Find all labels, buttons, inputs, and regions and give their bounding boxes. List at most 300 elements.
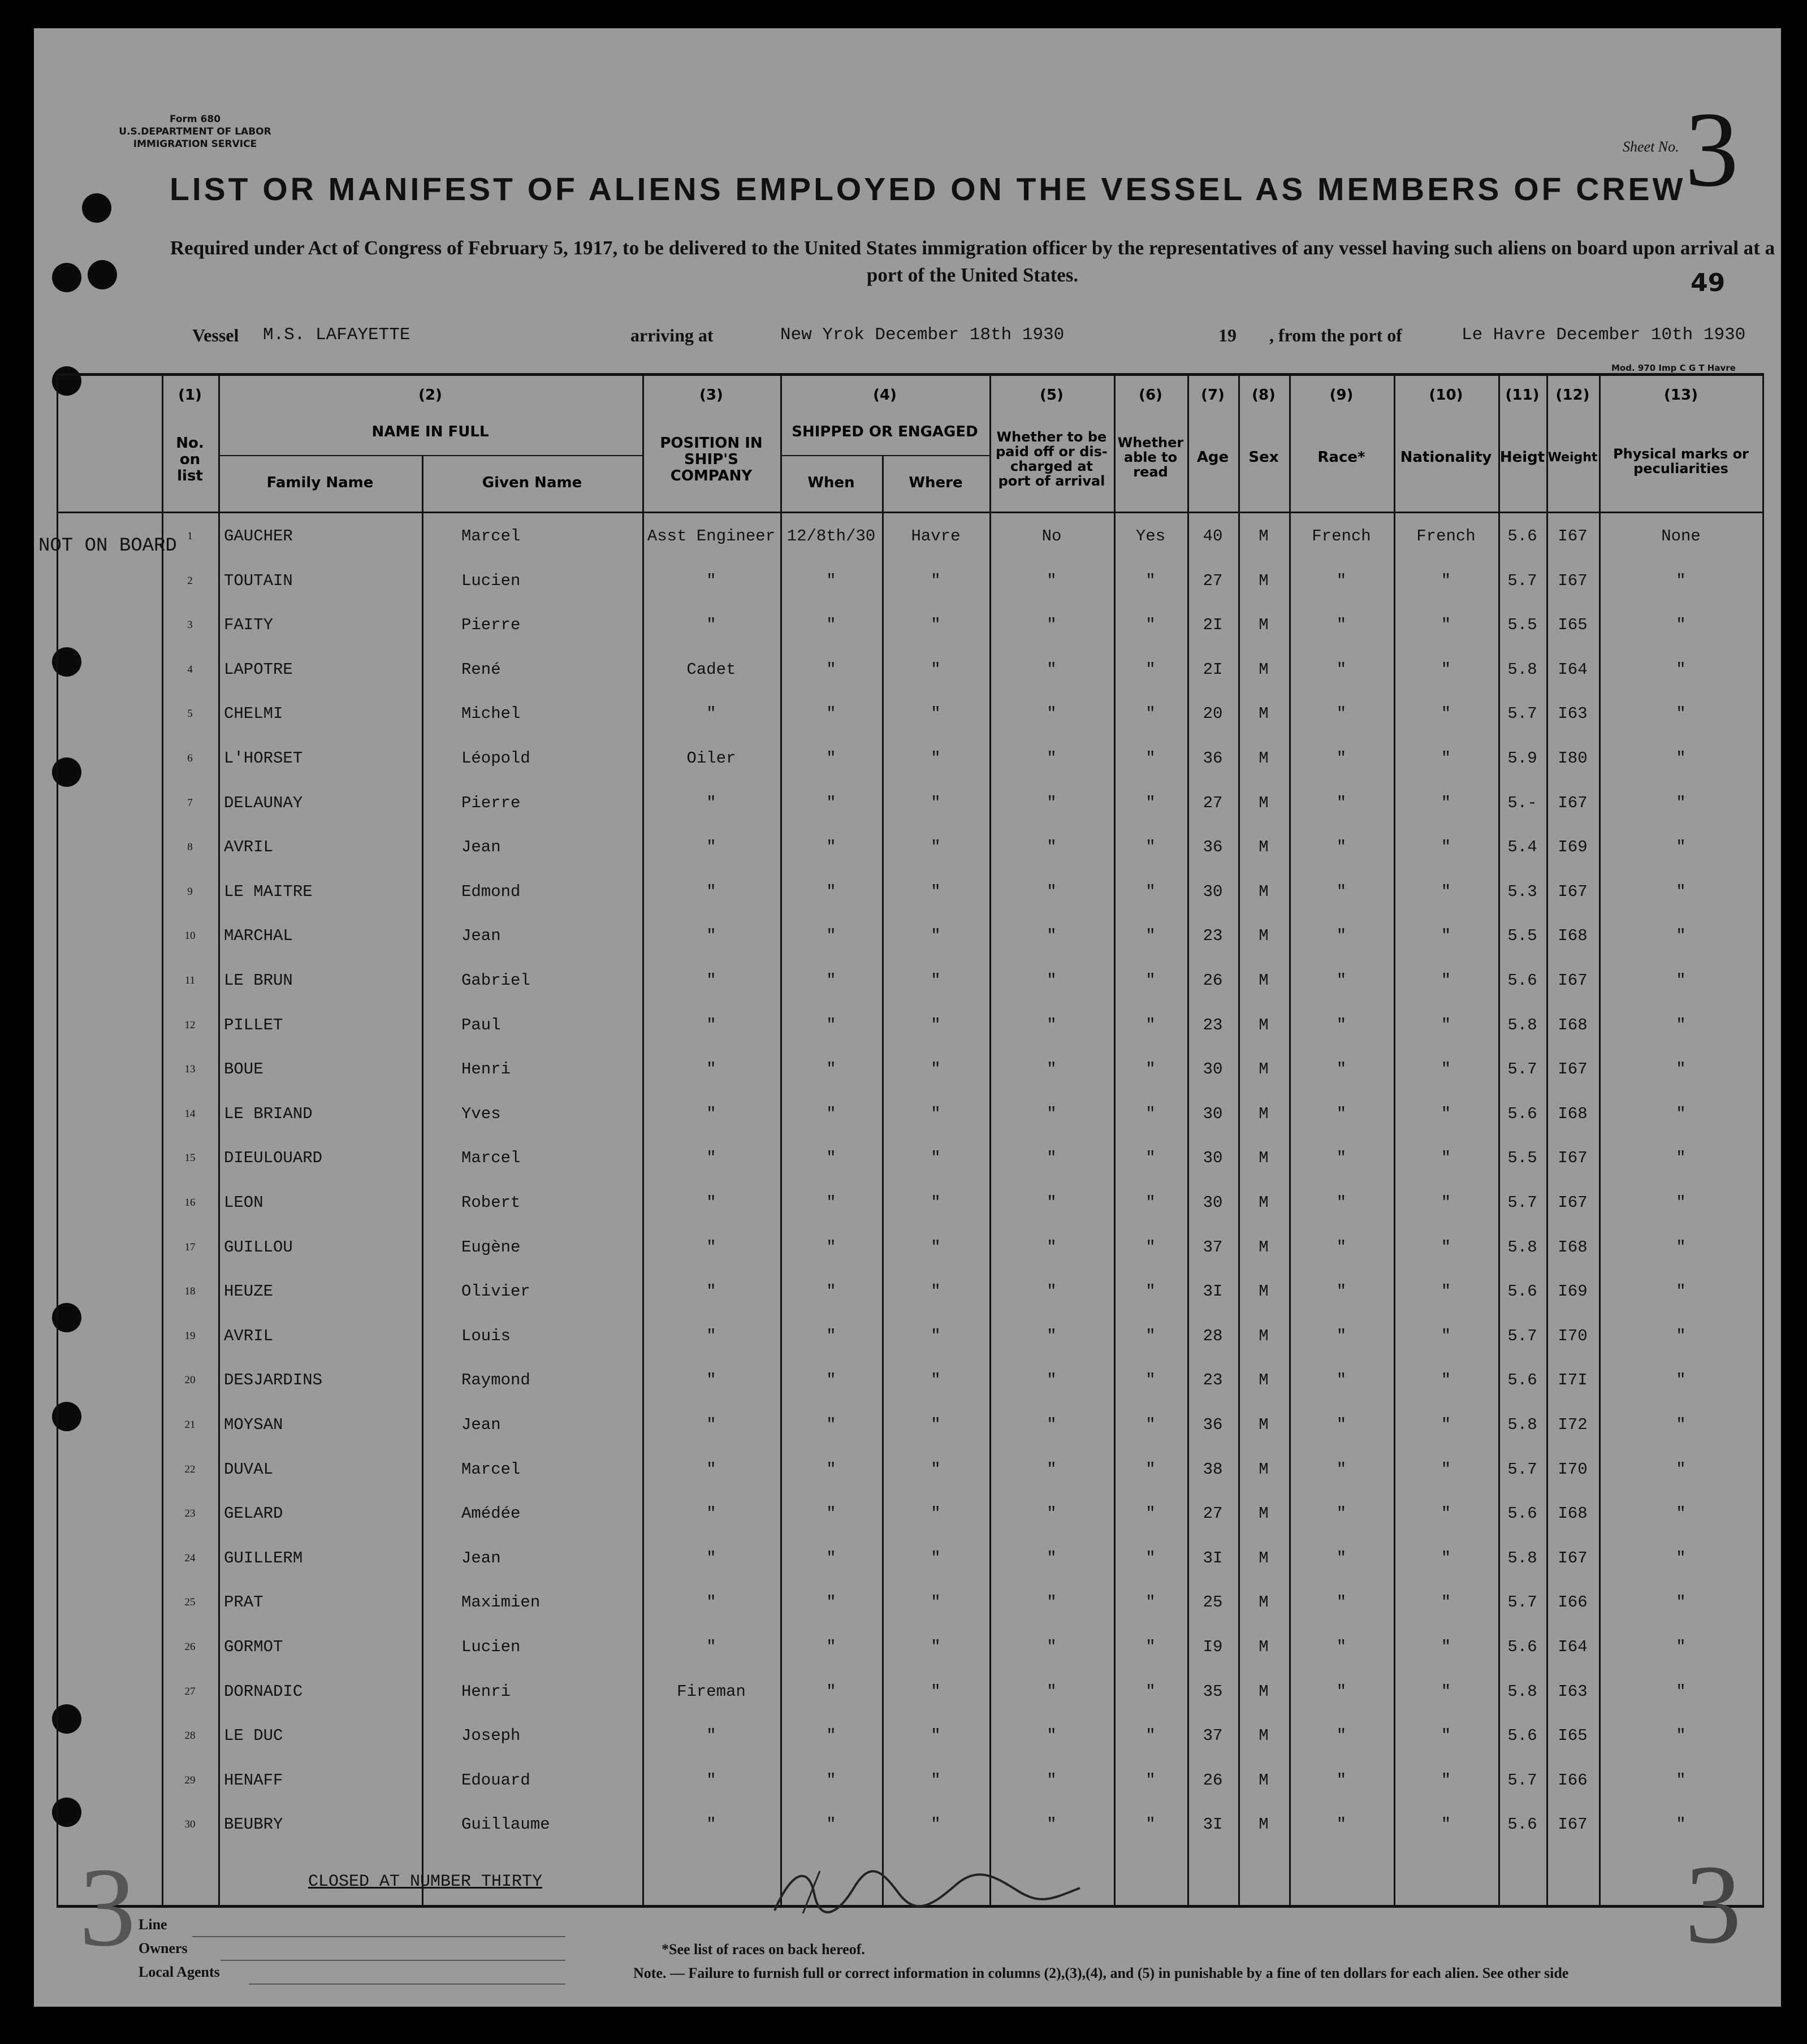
cell-given: Marcel: [461, 1460, 521, 1479]
cell-position: ": [706, 616, 716, 635]
cell-where: ": [931, 1726, 941, 1746]
cell-weight: I68: [1558, 1237, 1588, 1257]
cell-position: ": [706, 1504, 716, 1523]
cell-race: ": [1336, 1638, 1347, 1656]
cell-given: Jean: [461, 1415, 501, 1434]
cell-given: René: [461, 660, 501, 679]
cell-weight: I69: [1558, 1282, 1588, 1301]
cell-sex: M: [1259, 527, 1269, 545]
cell-when: ": [826, 749, 836, 768]
cell-no: 21: [184, 1419, 196, 1431]
cell-marks: ": [1676, 1593, 1686, 1612]
cell-height: 5.6: [1507, 1104, 1537, 1123]
cell-sex: M: [1259, 1460, 1269, 1479]
cell-where: ": [931, 1326, 941, 1345]
cell-read: ": [1145, 1638, 1156, 1656]
cell-race: ": [1336, 1371, 1347, 1390]
cell-when: ": [826, 1504, 836, 1523]
cell-no: 22: [184, 1463, 196, 1475]
cell-family: DORNADIC: [224, 1682, 303, 1701]
cell-nat: ": [1441, 1193, 1451, 1212]
col2-header: NAME IN FULL: [371, 423, 489, 440]
cell-age: 30: [1203, 1060, 1223, 1079]
cell-weight: I72: [1558, 1415, 1588, 1434]
sheet-label: Sheet No.: [1623, 138, 1679, 155]
col6-header: Whether able to read: [1117, 435, 1184, 480]
cell-marks: ": [1676, 1193, 1686, 1212]
cell-weight: I68: [1558, 1504, 1588, 1523]
col9-header: Race*: [1317, 449, 1365, 466]
cell-weight: I63: [1558, 1682, 1588, 1701]
cell-family: MOYSAN: [224, 1415, 283, 1434]
cell-family: GORMOT: [224, 1638, 283, 1656]
cell-paid: ": [1047, 1282, 1057, 1301]
cell-position: ": [706, 882, 716, 901]
cell-given: Lucien: [461, 1638, 521, 1656]
table-row: [57, 1149, 1764, 1171]
cell-weight: I67: [1558, 971, 1588, 990]
cell-paid: ": [1047, 1326, 1057, 1345]
cell-no: 27: [184, 1685, 196, 1697]
cell-marks: ": [1676, 1638, 1686, 1656]
cell-weight: I63: [1558, 704, 1588, 724]
cell-family: CHELMI: [224, 704, 283, 724]
cell-marks: ": [1676, 1149, 1686, 1168]
races-footnote: *See list of races on back hereof.: [662, 1941, 865, 1958]
col9-number: (9): [1329, 387, 1354, 404]
cell-no: 23: [184, 1508, 196, 1520]
cell-race: ": [1336, 571, 1347, 590]
cell-marks: ": [1676, 882, 1686, 901]
cell-when: ": [826, 1548, 836, 1567]
cell-when: ": [826, 1815, 836, 1834]
cell-height: 5.4: [1507, 838, 1537, 857]
cell-nat: ": [1441, 1726, 1451, 1746]
table-row: [57, 1638, 1764, 1660]
cell-race: ": [1336, 1460, 1347, 1479]
cell-sex: M: [1259, 1371, 1269, 1390]
table-row: [57, 1504, 1764, 1527]
cell-sex: M: [1259, 1726, 1269, 1746]
table-row: [57, 527, 1764, 549]
cell-where: ": [931, 1060, 941, 1079]
cell-no: 8: [187, 841, 193, 854]
cell-when: ": [826, 1149, 836, 1168]
cell-family: TOUTAIN: [224, 571, 293, 590]
cell-where: ": [931, 616, 941, 635]
cell-paid: ": [1047, 1638, 1057, 1656]
cell-given: Raymond: [461, 1371, 530, 1390]
cell-where: ": [931, 1682, 941, 1701]
cell-height: 5.6: [1507, 527, 1537, 545]
cell-age: 30: [1203, 882, 1223, 901]
cell-height: 5.7: [1507, 704, 1537, 724]
col7-number: (7): [1201, 387, 1225, 404]
table-row: [57, 616, 1764, 638]
cell-no: 3: [187, 619, 193, 631]
signature: [769, 1860, 1086, 1924]
cell-read: ": [1145, 1815, 1156, 1834]
cell-marks: ": [1676, 1682, 1686, 1701]
cell-race: ": [1336, 660, 1347, 679]
cell-age: 30: [1203, 1193, 1223, 1212]
cell-when: ": [826, 1726, 836, 1746]
table-row: [57, 1282, 1764, 1305]
cell-nat: ": [1441, 704, 1451, 724]
cell-weight: I66: [1558, 1770, 1588, 1790]
cell-position: ": [706, 1149, 716, 1168]
cell-family: DELAUNAY: [224, 793, 303, 812]
table-row: [57, 1460, 1764, 1483]
cell-sex: M: [1259, 1770, 1269, 1790]
cell-position: ": [706, 1460, 716, 1479]
col3-number: (3): [699, 387, 723, 404]
cell-age: 23: [1203, 926, 1223, 946]
cell-age: 36: [1203, 1415, 1223, 1434]
cell-family: GUILLOU: [224, 1237, 293, 1257]
cell-read: ": [1145, 1015, 1156, 1034]
cell-nat: ": [1441, 1371, 1451, 1390]
family-name-header: Family Name: [266, 474, 374, 491]
cell-read: ": [1145, 882, 1156, 901]
cell-race: ": [1336, 1193, 1347, 1212]
closed-note: CLOSED AT NUMBER THIRTY: [308, 1872, 543, 1891]
cell-marks: ": [1676, 1104, 1686, 1123]
cell-nat: ": [1441, 616, 1451, 635]
cell-nat: ": [1441, 882, 1451, 901]
cell-paid: ": [1047, 749, 1057, 768]
cell-marks: ": [1676, 1815, 1686, 1834]
cell-read: ": [1145, 1548, 1156, 1567]
cell-no: 19: [184, 1330, 196, 1342]
cell-height: 5.8: [1507, 1682, 1537, 1701]
cell-given: Maximien: [461, 1593, 541, 1612]
cell-where: ": [931, 704, 941, 724]
mod-note: Mod. 970 Imp C G T Havre: [1611, 363, 1736, 373]
cell-height: 5.6: [1507, 1726, 1537, 1746]
penalty-note: Note. — Failure to furnish full or correct information in columns (2),(3),(4), and (5) in punishable by a fine of ten dollars for each alien. See other side: [633, 1965, 1569, 1981]
cell-position: ": [706, 1371, 716, 1390]
cell-marks: ": [1676, 1282, 1686, 1301]
cell-position: ": [706, 838, 716, 857]
cell-height: 5.6: [1507, 1815, 1537, 1834]
col8-number: (8): [1252, 387, 1276, 404]
cell-nat: French: [1416, 527, 1476, 545]
cell-paid: ": [1047, 1504, 1057, 1523]
line-label: Line: [139, 1916, 167, 1933]
cell-no: 20: [184, 1374, 196, 1387]
cell-nat: ": [1441, 793, 1451, 812]
cell-sex: M: [1259, 1326, 1269, 1345]
year-label: 19: [1218, 325, 1237, 345]
punch-hole: [52, 263, 81, 292]
cell-when: ": [826, 1415, 836, 1434]
vessel-label: Vessel: [192, 325, 239, 345]
cell-race: ": [1336, 1237, 1347, 1257]
cell-marks: ": [1676, 1326, 1686, 1345]
cell-weight: I67: [1558, 1815, 1588, 1834]
cell-height: 5.5: [1507, 1149, 1537, 1168]
cell-when: ": [826, 1460, 836, 1479]
cell-read: ": [1145, 1770, 1156, 1790]
cell-nat: ": [1441, 1682, 1451, 1701]
cell-paid: ": [1047, 1460, 1057, 1479]
col5-number: (5): [1040, 387, 1064, 404]
cell-race: ": [1336, 971, 1347, 990]
cell-age: 3I: [1203, 1815, 1223, 1834]
cell-height: 5.8: [1507, 1415, 1537, 1434]
cell-no: 11: [184, 975, 196, 986]
cell-when: ": [826, 1371, 836, 1390]
cell-no: 7: [187, 796, 193, 809]
cell-paid: ": [1047, 1682, 1057, 1701]
manifest-table: [57, 373, 1764, 1905]
cell-weight: I67: [1558, 1149, 1588, 1168]
table-row: [57, 1549, 1764, 1571]
cell-weight: I65: [1558, 1726, 1588, 1746]
given-name-header: Given Name: [482, 474, 582, 491]
table-row: [57, 1771, 1764, 1794]
cell-given: Jean: [461, 838, 501, 857]
cell-when: ": [826, 1193, 836, 1212]
cell-age: 2I: [1203, 660, 1223, 679]
cell-where: ": [931, 1548, 941, 1567]
page-subtitle: Required under Act of Congress of February 5, 1917, to be delivered to the United States immigration officer by the representatives of any vessel having such aliens on board upon arrival at a port of the United States.: [170, 237, 1775, 286]
cell-weight: I70: [1558, 1460, 1588, 1479]
cell-height: 5.6: [1507, 1282, 1537, 1301]
cell-no: 30: [184, 1818, 196, 1831]
where-header: Where: [909, 474, 963, 491]
cell-where: ": [931, 838, 941, 857]
cell-given: Pierre: [461, 793, 521, 812]
cell-when: ": [826, 1638, 836, 1656]
cell-sex: M: [1259, 882, 1269, 901]
cell-given: Edouard: [461, 1770, 530, 1790]
cell-family: PRAT: [224, 1593, 263, 1612]
cell-where: ": [931, 1237, 941, 1257]
col1-number: (1): [178, 387, 202, 404]
cell-no: 12: [184, 1019, 196, 1031]
cell-race: ": [1336, 838, 1347, 857]
cell-position: ": [706, 1548, 716, 1567]
cell-when: ": [826, 1282, 836, 1301]
cell-race: ": [1336, 1104, 1347, 1123]
cell-position: ": [706, 1638, 716, 1656]
cell-nat: ": [1441, 1015, 1451, 1034]
col11-number: (11): [1505, 387, 1540, 404]
cell-where: ": [931, 1815, 941, 1834]
cell-no: 14: [184, 1107, 196, 1120]
cell-weight: I67: [1558, 882, 1588, 901]
table-row: [57, 926, 1764, 949]
cell-paid: ": [1047, 571, 1057, 590]
cell-nat: ": [1441, 1104, 1451, 1123]
cell-height: 5.8: [1507, 1548, 1537, 1567]
form-service: IMMIGRATION SERVICE: [133, 138, 257, 150]
cell-marks: ": [1676, 1770, 1686, 1790]
cell-sex: M: [1259, 660, 1269, 679]
cell-position: ": [706, 1726, 716, 1746]
cell-given: Lucien: [461, 571, 521, 590]
cell-nat: ": [1441, 1504, 1451, 1523]
cell-age: 27: [1203, 1504, 1223, 1523]
cell-read: ": [1145, 1282, 1156, 1301]
cell-when: ": [826, 971, 836, 990]
col11-header: Heigt: [1499, 449, 1545, 466]
cell-height: 5.9: [1507, 749, 1537, 768]
cell-marks: ": [1676, 704, 1686, 724]
cell-read: ": [1145, 1726, 1156, 1746]
cell-nat: ": [1441, 1770, 1451, 1790]
col4-number: (4): [873, 387, 897, 404]
cell-family: LE BRUN: [224, 971, 293, 990]
sheet-number: 3: [1685, 90, 1739, 209]
cell-race: ": [1336, 1326, 1347, 1345]
cell-weight: I67: [1558, 1060, 1588, 1079]
cell-nat: ": [1441, 1326, 1451, 1345]
cell-when: ": [826, 882, 836, 901]
cell-when: ": [826, 1104, 836, 1123]
cell-height: 5.5: [1507, 926, 1537, 946]
cell-height: 5.8: [1507, 1237, 1537, 1257]
cell-paid: ": [1047, 660, 1057, 679]
cell-given: Yves: [461, 1104, 501, 1123]
cell-race: ": [1336, 1770, 1347, 1790]
cell-family: LAPOTRE: [224, 660, 293, 679]
cell-sex: M: [1259, 1282, 1269, 1301]
table-row: [57, 1327, 1764, 1349]
cell-read: ": [1145, 971, 1156, 990]
cell-where: ": [931, 1371, 941, 1390]
cell-sex: M: [1259, 838, 1269, 857]
table-row: [57, 1682, 1764, 1705]
cell-when: ": [826, 838, 836, 857]
form-block: [113, 113, 277, 150]
cell-paid: ": [1047, 1770, 1057, 1790]
cell-position: ": [706, 1193, 716, 1212]
cell-marks: ": [1676, 1415, 1686, 1434]
cell-where: ": [931, 793, 941, 812]
cell-family: MARCHAL: [224, 926, 293, 946]
cell-nat: ": [1441, 1237, 1451, 1257]
cell-age: 26: [1203, 1770, 1223, 1790]
cell-marks: ": [1676, 1060, 1686, 1079]
cell-paid: ": [1047, 1415, 1057, 1434]
form-number: Form 680: [169, 114, 221, 125]
cell-race: ": [1336, 749, 1347, 768]
cell-height: 5.6: [1507, 1638, 1537, 1656]
cell-marks: ": [1676, 1726, 1686, 1746]
cell-where: ": [931, 660, 941, 679]
cell-age: 40: [1203, 527, 1223, 545]
cell-family: HENAFF: [224, 1770, 283, 1790]
cell-height: 5.-: [1507, 793, 1537, 812]
cell-age: 28: [1203, 1326, 1223, 1345]
cell-race: ": [1336, 1149, 1347, 1168]
cell-where: ": [931, 571, 941, 590]
cell-when: ": [826, 1060, 836, 1079]
cell-given: Pierre: [461, 616, 521, 635]
cell-no: 9: [187, 885, 193, 898]
cell-where: ": [931, 1282, 941, 1301]
cell-age: 23: [1203, 1371, 1223, 1390]
table-row: [57, 971, 1764, 994]
cell-where: ": [931, 1770, 941, 1790]
punch-hole: [82, 193, 111, 223]
cell-race: French: [1312, 527, 1371, 545]
cell-paid: ": [1047, 1371, 1057, 1390]
cell-age: 36: [1203, 838, 1223, 857]
cell-no: 17: [184, 1241, 196, 1253]
cell-marks: ": [1676, 1460, 1686, 1479]
table-row: [57, 1593, 1764, 1616]
col2-number: (2): [418, 387, 442, 404]
cell-age: 26: [1203, 971, 1223, 990]
cell-given: Michel: [461, 704, 521, 724]
cell-paid: ": [1047, 1015, 1057, 1034]
cell-race: ": [1336, 1682, 1347, 1701]
cell-where: ": [931, 749, 941, 768]
cell-sex: M: [1259, 1104, 1269, 1123]
cell-height: 5.3: [1507, 882, 1537, 901]
cell-paid: ": [1047, 882, 1057, 901]
table-row: [57, 704, 1764, 727]
cell-age: 38: [1203, 1460, 1223, 1479]
owners-label: Owners: [139, 1940, 188, 1956]
cell-family: LEON: [224, 1193, 263, 1212]
cell-race: ": [1336, 1015, 1347, 1034]
cell-paid: ": [1047, 926, 1057, 946]
vessel-name: M.S. LAFAYETTE: [263, 325, 410, 345]
cell-position: ": [706, 1060, 716, 1079]
cell-sex: M: [1259, 749, 1269, 768]
cell-nat: ": [1441, 1548, 1451, 1567]
cell-no: 2: [187, 574, 193, 587]
table-row: [57, 794, 1764, 816]
cell-height: 5.7: [1507, 1460, 1537, 1479]
from-value: Le Havre December 10th 1930: [1462, 325, 1746, 345]
cell-weight: I67: [1558, 793, 1588, 812]
cell-position: ": [706, 704, 716, 724]
cell-where: Havre: [911, 527, 961, 545]
cell-given: Henri: [461, 1682, 511, 1701]
cell-height: 5.7: [1507, 1770, 1537, 1790]
cell-when: ": [826, 660, 836, 679]
punch-hole: [88, 260, 117, 289]
cell-sex: M: [1259, 1193, 1269, 1212]
page-title: LIST OR MANIFEST OF ALIENS EMPLOYED ON THE VESSEL AS MEMBERS OF CREW: [170, 171, 1686, 207]
cell-age: 27: [1203, 793, 1223, 812]
table-row: [57, 1726, 1764, 1749]
cell-read: ": [1145, 571, 1156, 590]
cell-weight: I68: [1558, 1104, 1588, 1123]
cell-given: Joseph: [461, 1726, 521, 1746]
cell-sex: M: [1259, 704, 1269, 724]
cell-where: ": [931, 926, 941, 946]
table-row: [57, 1238, 1764, 1261]
cell-weight: I70: [1558, 1326, 1588, 1345]
cell-read: ": [1145, 660, 1156, 679]
cell-read: ": [1145, 616, 1156, 635]
cell-given: Paul: [461, 1015, 501, 1034]
cell-marks: ": [1676, 1371, 1686, 1390]
cell-given: Robert: [461, 1193, 521, 1212]
table-row: [57, 1371, 1764, 1393]
cell-height: 5.7: [1507, 1193, 1537, 1212]
col10-header: Nationality: [1400, 449, 1492, 466]
table-row: [57, 749, 1764, 772]
cell-read: ": [1145, 704, 1156, 724]
